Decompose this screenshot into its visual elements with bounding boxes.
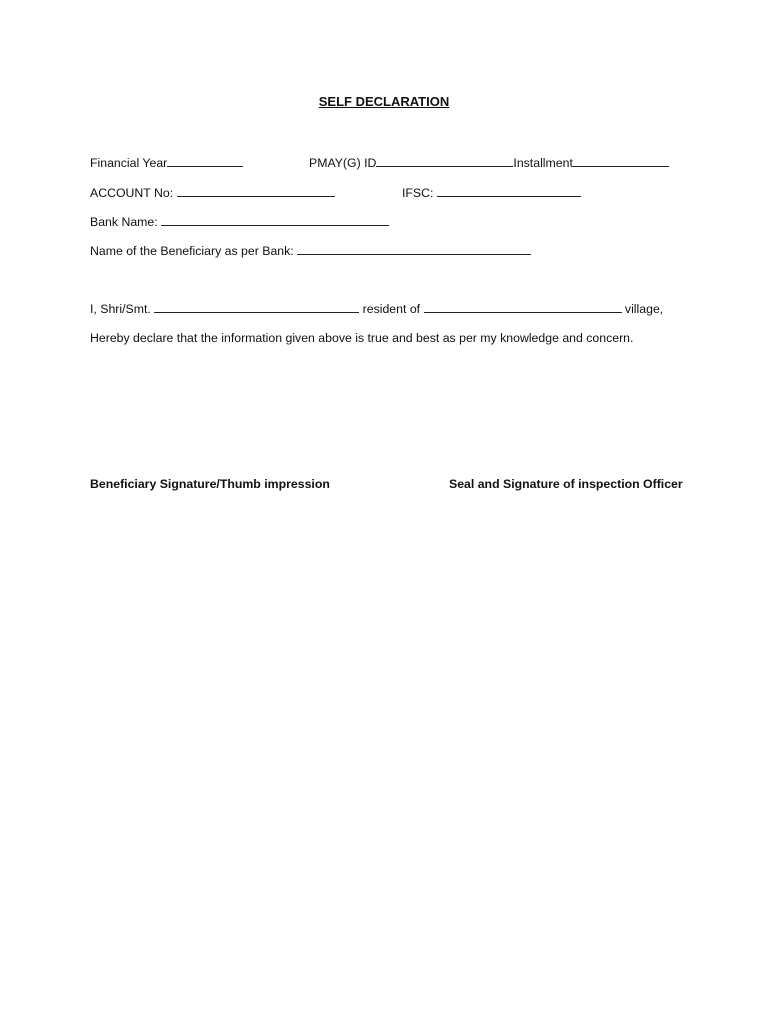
declaration-statement: Hereby declare that the information given above is true and best as per my knowledge and concern. (90, 331, 634, 345)
ifsc-row (402, 185, 581, 201)
account-no-label: ACCOUNT No: (90, 186, 174, 200)
financial-year-label: Financial Year (90, 156, 168, 170)
resident-of-label: resident of (362, 302, 421, 316)
bank-name-label: Bank Name: (90, 215, 158, 229)
bank-name-row (90, 214, 389, 230)
village-label: village, (624, 302, 664, 316)
declaration-row (90, 301, 663, 317)
village-name-blank[interactable] (424, 301, 622, 313)
officer-signature-label: Seal and Signature of inspection Officer (449, 477, 683, 491)
pmay-id-label: PMAY(G) ID (309, 156, 377, 170)
beneficiary-signature-label: Beneficiary Signature/Thumb impression (90, 477, 330, 491)
declarant-name-blank[interactable] (154, 301, 359, 313)
bank-name-blank[interactable] (161, 214, 389, 226)
installment-label: Installment (513, 156, 573, 170)
beneficiary-name-row (90, 243, 531, 259)
financial-year-blank[interactable] (167, 155, 243, 167)
pmay-id-row (309, 155, 669, 171)
installment-blank[interactable] (573, 155, 669, 167)
financial-year-row (90, 155, 243, 171)
beneficiary-name-blank[interactable] (297, 243, 531, 255)
account-no-row (90, 185, 335, 201)
ifsc-blank[interactable] (437, 185, 581, 197)
page-title: SELF DECLARATION (318, 94, 450, 109)
declaration-prefix: I, Shri/Smt. (90, 302, 151, 316)
account-no-blank[interactable] (177, 185, 335, 197)
pmay-id-blank[interactable] (376, 155, 513, 167)
beneficiary-name-label: Name of the Beneficiary as per Bank: (90, 244, 294, 258)
ifsc-label: IFSC: (402, 186, 434, 200)
